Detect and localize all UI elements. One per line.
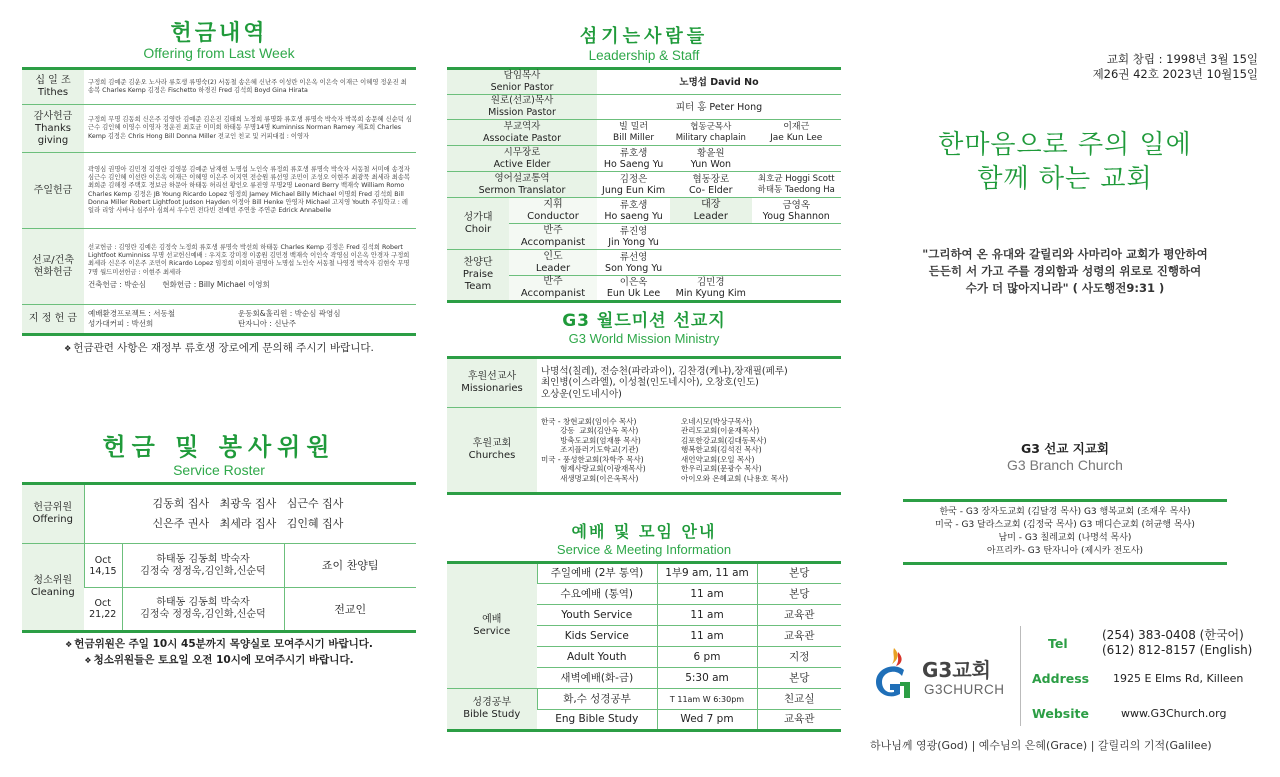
roster-subtitle: Service Roster [173, 462, 265, 478]
bible-study-label: 성경공부 Bible Study [447, 689, 537, 731]
choir-leader-name: 금영옥 Youg Shannon [752, 198, 842, 224]
footer-tagline: 하나님께 영광(God) | 예수님의 은혜(Grace) | 갈릴리의 기적(Galilee) [870, 739, 1212, 752]
staff-subtitle: Leadership & Staff [588, 48, 700, 63]
mission-subtitle: G3 World Mission Ministry [568, 331, 720, 346]
offering-table [22, 67, 416, 336]
schedule-title: 예배 및 모임 안내 [571, 522, 717, 541]
row-label: 십 일 조 Tithes [22, 69, 84, 105]
branch-heading [870, 439, 1260, 473]
row-label: 주일헌금 [22, 153, 84, 229]
table-row [447, 563, 841, 584]
churches-list [537, 408, 841, 494]
table-row [447, 198, 841, 224]
contact-block [870, 626, 1260, 726]
diamond-icon: ❖ [84, 656, 92, 665]
cover-column [870, 0, 1260, 752]
table-row [22, 544, 416, 588]
roster-note-2-text: 청소위원들은 토요일 오전 10시에 모여주시기 바랍니다. [93, 654, 354, 666]
service-time: 11 am [657, 605, 757, 626]
row-text: 선교헌금 : 김영란 김예은 김정숙 노정희 류호생 류명숙 박선희 하태동 Charles Kemp 김정은 Fred 김석희 Robert Lightfoot Kuminniss 무명 선교헌신예배 : 우지호 강미경 이종원 김민경 백재숙 이인숙 곽영심 이은옥 안경자 구정희 최세라 신은주 이은주 조민이 Ricardo Lopez 임정희 이희아 권명아 노명섭 노인숙 서동철 나영정 박숙자 김현숙 무명 7명 월드미션헌금 : 이현주 최세라 [88, 243, 410, 276]
study-place: 친교실 [757, 689, 841, 710]
website-link[interactable]: www.G3Church.org [1121, 707, 1227, 720]
founded-date: 교회 창립 : 1998년 3월 15일 [1106, 52, 1258, 66]
mission-pastor-label: 원로(선교)목사 Mission Pastor [447, 95, 597, 120]
offering-names-1: 김동희 집사 최광욱 집사 심근수 집사 [152, 497, 344, 510]
branch-subtitle: G3 Branch Church [1007, 457, 1123, 473]
offering-subtitle: Offering from Last Week [143, 45, 295, 61]
cleaning-team: 죠이 찬양팀 [284, 544, 416, 588]
table-row [447, 120, 841, 146]
table-row [447, 95, 841, 120]
offering-title: 헌금내역 [170, 21, 268, 46]
motto-line-2: 함께 하는 교회 [977, 164, 1153, 194]
senior-pastor-label: 담임목사 Senior Pastor [447, 69, 597, 95]
designated-item: 성가대커피 : 박선희 [88, 319, 154, 328]
offering-note-text: 헌금관련 사항은 재정부 류호생 장로에게 문의해 주시기 바랍니다. [73, 342, 374, 354]
row-label: 선교/건축 현화헌금 [22, 229, 84, 305]
table-row [447, 689, 841, 710]
service-place: 교육관 [757, 626, 841, 647]
offering-committee [84, 484, 416, 544]
logo-text: G3교회 [922, 658, 991, 682]
staff-title: 섬기는사람들 [579, 26, 709, 47]
roster-title: 헌금 및 봉사위원 [102, 433, 336, 461]
row-label: 지 정 헌 금 [22, 305, 84, 335]
service-place: 교육관 [757, 605, 841, 626]
elder-1: 류호생 Ho Saeng Yu [597, 146, 670, 172]
cleaning-names [122, 544, 284, 588]
offering-committee-label: 헌금위원 Offering [22, 484, 84, 544]
g3-logo-icon [870, 646, 914, 702]
mission-title: G3 월드미션 선교지 [562, 311, 726, 331]
verse-line-1: "그리하여 온 유대와 갈릴리와 사마리아 교회가 평안하여 [922, 247, 1208, 261]
offering-column [22, 0, 416, 667]
study-name: 화,수 성경공부 [537, 689, 657, 710]
translator: 김정은 Jung Eun Kim [597, 172, 670, 198]
conductor-label: 지휘 Conductor [509, 198, 597, 224]
logo-subtext: G3CHURCH [924, 682, 1005, 697]
website-label: Website [1032, 706, 1089, 721]
leader-label: 대장 Leader [670, 198, 751, 224]
building-offering: 건축헌금 : 박순심 [88, 279, 147, 289]
diamond-icon: ❖ [64, 344, 72, 353]
tel-numbers [1102, 628, 1252, 658]
branch-item: 미국 - G3 달라스교회 (김정국 목사) G3 매디슨교회 (허균행 목사) [935, 520, 1195, 530]
cleaning-date: Oct 21,22 [84, 588, 122, 632]
praise-team-label: 찬양단 Praise Team [447, 250, 509, 302]
row-text: 구정희 무명 김동희 신은주 김영란 김예준 김은진 김태희 노정희 류명화 류호생 류명숙 박숙자 박복희 송문혜 신순덕 심근수 김인혜 이영수 이영자 정운진 최호균 이미희 하태동 무명14명 Kuminniss Norman Ramey 제효희 Charles Kemp 김정은 Chris Hong Bill Donna Miller 전교인 친교 및 커피대접 : 이영자 [84, 105, 416, 153]
tel-label: Tel [1048, 636, 1068, 651]
service-label: 예배 Service [447, 563, 537, 689]
choir-label: 성가대 Choir [447, 198, 509, 250]
flower-offering: 현화헌금 : Billy Michael 이영희 [162, 279, 270, 289]
branch-title: G3 선교 지교회 [1020, 441, 1110, 456]
table-row [447, 250, 841, 276]
associate-1: 빌 밀러 Bill Miller [597, 120, 670, 146]
praise-accomp-2: 김민경 Min Kyung Kim [670, 276, 751, 302]
designated-list [84, 305, 416, 335]
roster-note-1-text: 헌금위원은 주일 10시 45분까지 목양실로 모여주시기 바랍니다. [74, 638, 373, 650]
row-text: 구정희 김예준 김운오 노사라 류호생 류명숙(2) 서동철 송은혜 신난주 이성란 이은옥 이은숙 이재근 이혜영 정운진 최송복 Charles Kemp 김정은 Fischetto 하경진 Fred 김석희 Boyd Gina Hirata [84, 69, 416, 105]
roster-table [22, 482, 416, 633]
service-name: Youth Service [537, 605, 657, 626]
service-time: 11 am [657, 626, 757, 647]
service-name: 새벽예배(화-금) [537, 668, 657, 689]
motto-line-1: 한마음으로 주의 일에 [938, 130, 1192, 160]
table-row [447, 172, 841, 198]
roster-note-2 [22, 652, 416, 667]
study-time: Wed 7 pm [657, 710, 757, 731]
branch-item: 한국 - G3 장자도교회 (김달경 목사) G3 행복교회 (조재우 목사) [939, 507, 1191, 517]
issue-number: 제26권 42호 2023년 10월15일 [1092, 67, 1258, 81]
associate-2: 협동군목사 Military chaplain [670, 120, 751, 146]
missionaries-label: 후원선교사 Missionaries [447, 358, 537, 408]
tel-english: (612) 812-8157 (English) [1102, 643, 1253, 657]
church-motto [870, 128, 1260, 196]
service-place: 본당 [757, 668, 841, 689]
cleaning-names [122, 588, 284, 632]
diamond-icon: ❖ [65, 640, 73, 649]
row-text-wrap [84, 229, 416, 305]
verse-line-2: 든든히 서 가고 주를 경외함과 성령의 위로로 진행하여 [928, 264, 1202, 278]
study-time: T 11am W 6:30pm [657, 689, 757, 710]
praise-leader-label: 인도 Leader [509, 250, 597, 276]
praise-accomp-label: 반주 Accompanist [509, 276, 597, 302]
address-label: Address [1032, 671, 1090, 686]
cleaning-names-2: 김정숙 정정욱,김인화,신순덕 [140, 565, 266, 577]
mission-table [447, 356, 841, 495]
cleaning-team: 전교인 [284, 588, 416, 632]
choir-accomp-name: 류진영 Jin Yong Yu [597, 224, 670, 250]
extra-line [88, 281, 412, 289]
branch-list [903, 499, 1227, 565]
service-time: 6 pm [657, 647, 757, 668]
associate-pastor-label: 부교역자 Associate Pastor [447, 120, 597, 146]
address-value: 1925 E Elms Rd, Killeen [1113, 672, 1244, 685]
cleaning-names-2: 김정숙 정정욱,김인화,신순덕 [140, 609, 266, 620]
sermon-translator-label: 영어설교통역 Sermon Translator [447, 172, 597, 198]
service-place: 본당 [757, 563, 841, 584]
branch-item: 아프리카- G3 탄자니아 (제시카 전도사) [986, 546, 1144, 556]
tel-korean: (254) 383-0408 (한국어) [1102, 628, 1244, 642]
study-place: 교육관 [757, 710, 841, 731]
roster-note-1 [22, 636, 416, 651]
cleaning-names-1: 하태동 김동희 박숙자 [156, 597, 250, 608]
conductor-name: 류호생 Ho saeng Yu [597, 198, 670, 224]
service-name: Kids Service [537, 626, 657, 647]
table-row [22, 105, 416, 153]
table-row [447, 69, 841, 95]
service-time: 5:30 am [657, 668, 757, 689]
designated-item: 예배환경프로젝트 : 서동철 [88, 309, 175, 318]
churches-right: 오네시모(박상구목사) 관리도교회(이윤재목사) 김포한강교회(김대동목사) 행복한교회(김석진 목사) 새언약교회(오일 목사) 한우리교회(문광수 목사) 아이오와 온혜교회 (나용호 목사) [681, 416, 789, 483]
co-elders: 최호균 Hoggi Scott 하태동 Taedong Ha [752, 172, 842, 198]
verse-line-3: 수가 더 많아지니라" ( 사도행전9:31 ) [965, 281, 1165, 295]
table-row [447, 146, 841, 172]
designated-item: 운동회&홀리윈 : 박순심 곽영심 [238, 309, 341, 318]
elder-2: 황윤원 Yun Won [670, 146, 751, 172]
church-logo [870, 646, 1015, 706]
schedule-subtitle: Service & Meeting Information [556, 542, 732, 557]
praise-leader-name: 류선영 Son Yong Yu [597, 250, 670, 276]
churches-left: 한국 - 창현교회(임이수 목사) 강동 교회(김안옥 목사) 방축도교회(엄재룡 목사) 조지플러기도학교(기관) 미국 - 풍성한교회(차학주 목사) 형제사랑교회(이광재목사) 새생명교회(이은옥목사) [541, 416, 646, 483]
elder-label: 시무장로 Active Elder [447, 146, 597, 172]
offering-names-2: 신은주 권사 최세라 집사 김인혜 집사 [152, 517, 344, 530]
staff-column [447, 0, 841, 732]
cleaning-names-1: 하태동 김동희 박숙자 [156, 553, 250, 565]
row-text: 곽영심 권명아 김민경 김영란 김영봉 김예준 남재현 노명섭 노인숙 류정희 류호생 류명숙 박숙자 서동철 서미애 송정자 심근수 김인혜 이선란 이은옥 이재근 이혜영 이은주 이지연 전승원 류선영 조민이 조성오 이현주 최광묵 최세라 최송복 최희준 김해경 주택호 정보금 하문아 하태동 허리선 황인오 류진영 무명2명 Leonard Berry 백재숙 William Romo Charles Kemp 김정은 JB Young Ricardo Lopez 임정희 Jamey Michael Billy Michael 이명희 Fred 김석희 Bill Donna Miller Robert Lightfoot Judson Hayden 이정아 Bill Henke 안영자 Michael 고지영 Youth 주일학교 : 레일라 리앙 사바나 심주아 심희서 우수민 전다빈 전예빈 주연웅 주연준 Edrick Annabelle [84, 153, 416, 229]
praise-accomp-1: 이은옥 Eun Uk Lee [597, 276, 670, 302]
service-place: 본당 [757, 584, 841, 605]
associate-3: 이재근 Jae Kun Lee [752, 120, 842, 146]
service-name: 수요예배 (통역) [537, 584, 657, 605]
service-name: 주일예배 (2부 통역) [537, 563, 657, 584]
divider [1020, 626, 1021, 726]
service-time: 11 am [657, 584, 757, 605]
missionaries-list: 나명석(칠레), 전승천(파라과이), 김찬경(케냐),장재필(페루) 최인병(이스라엘), 이성철(인도네시아), 오창호(인도) 오상운(인도네시아) [537, 358, 841, 408]
bible-verse [870, 246, 1260, 297]
branch-item: 남미 - G3 칠레교회 (나명석 목사) [998, 533, 1132, 543]
service-name: Adult Youth [537, 647, 657, 668]
study-name: Eng Bible Study [537, 710, 657, 731]
churches-label: 후원교회 Churches [447, 408, 537, 494]
senior-pastor-name: 노명섭 David No [597, 69, 841, 95]
table-row [447, 408, 841, 494]
row-label: 감사헌금 Thanks giving [22, 105, 84, 153]
cleaning-date: Oct 14,15 [84, 544, 122, 588]
co-elder-label: 협동장로 Co- Elder [670, 172, 751, 198]
service-place: 지정 [757, 647, 841, 668]
table-row [22, 153, 416, 229]
schedule-table [447, 561, 841, 732]
service-time: 1부9 am, 11 am [657, 563, 757, 584]
designated-item: 탄자니아 : 신난주 [238, 319, 297, 328]
table-row [22, 484, 416, 544]
table-row [22, 229, 416, 305]
table-row [22, 305, 416, 335]
table-row [447, 358, 841, 408]
staff-table [447, 67, 841, 303]
table-row [22, 69, 416, 105]
offering-note [22, 340, 416, 355]
choir-accomp-label: 반주 Accompanist [509, 224, 597, 250]
issue-info [870, 52, 1260, 82]
mission-pastor-name: 피터 홍 Peter Hong [597, 95, 841, 120]
cleaning-label: 청소위원 Cleaning [22, 544, 84, 632]
